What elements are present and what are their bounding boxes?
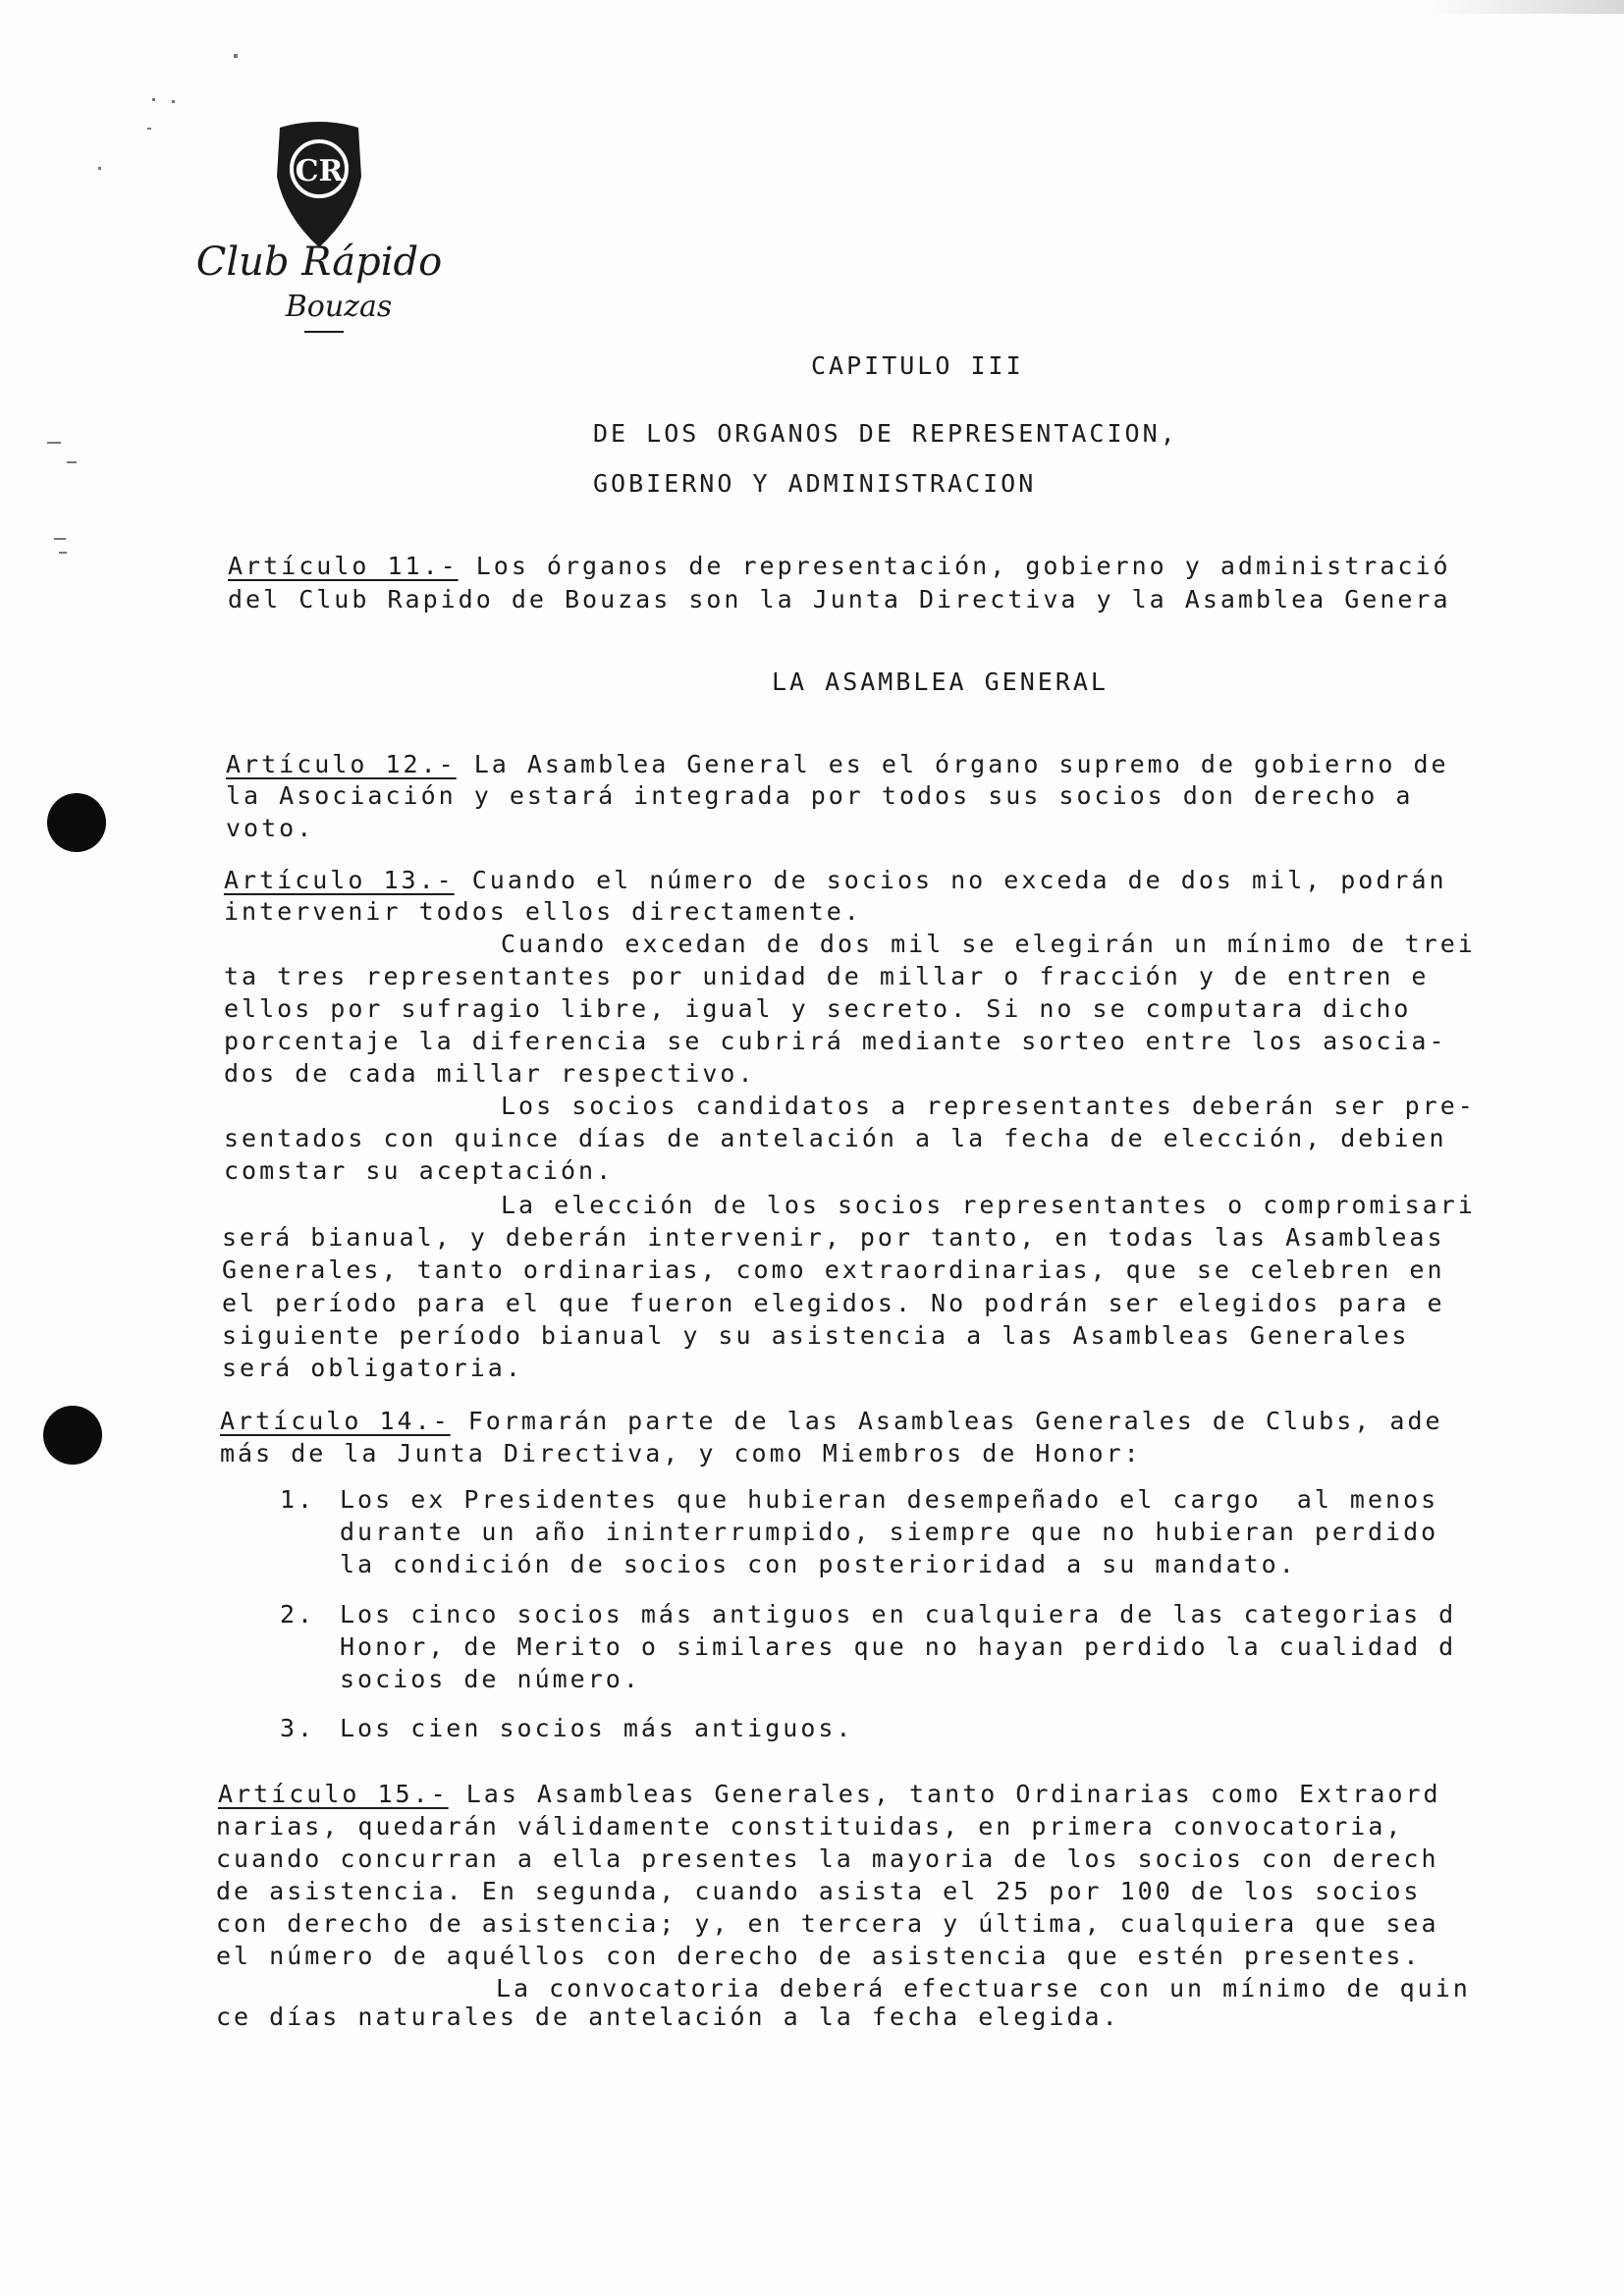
list-item-line: Los ex Presidentes que hubieran desempeñado el cargo al menos (340, 1485, 1439, 1514)
article-12-line: voto. (226, 814, 315, 842)
article-13-label: Artículo 13.- (224, 866, 455, 894)
scan-speck (172, 100, 175, 103)
list-item-line: Los cien socios más antiguos. (340, 1714, 854, 1742)
punch-hole (47, 793, 106, 852)
section-heading: LA ASAMBLEA GENERAL (772, 667, 1109, 696)
article-15-line: de asistencia. En segunda, cuando asista el 25 por 100 de los socios (216, 1877, 1422, 1905)
chapter-title-line: DE LOS ORGANOS DE REPRESENTACION, (593, 419, 1178, 448)
article-13-line: Generales, tanto ordinarias, como extraordinarias, que se celebren en (222, 1255, 1445, 1284)
scan-speck (98, 167, 101, 170)
article-13-line: La elección de los socios representantes o compromisari (501, 1191, 1476, 1219)
list-item-line: la condición de socios con posterioridad a su mandato. (340, 1550, 1297, 1578)
article-12-line: la Asociación y estará integrada por todos sus socios don derecho a (226, 781, 1414, 810)
club-crest-logo (196, 108, 452, 344)
article-15-line: ce días naturales de antelación a la fecha elegida. (216, 2002, 1120, 2031)
article-14-line: Artículo 14.- Formarán parte de las Asambleas Generales de Clubs, ade (220, 1407, 1443, 1435)
article-11-line: Artículo 11.- Los órganos de representación, gobierno y administració (228, 552, 1451, 580)
article-15-line: cuando concurran a ella presentes la mayoria de los socios con derech (216, 1844, 1439, 1873)
article-13-line: porcentaje la diferencia se cubrirá mediante sorteo entre los asocia- (224, 1027, 1447, 1055)
scan-speck (152, 98, 155, 101)
scan-speck (54, 538, 66, 540)
article-14-line: más de la Junta Directiva, y como Miembros de Honor: (220, 1439, 1142, 1468)
article-11-label: Artículo 11.- (228, 552, 459, 580)
club-town-script: Bouzas (285, 290, 393, 324)
article-13-line: intervenir todos ellos directamente. (224, 897, 862, 926)
chapter-title-line: GOBIERNO Y ADMINISTRACION (593, 469, 1037, 498)
article-15-line: narias, quedarán válidamente constituidas, en primera convocatoria, (216, 1812, 1404, 1841)
article-13-line: el período para el que fueron elegidos. No podrán ser elegidos para e (222, 1289, 1445, 1317)
chapter-number: CAPITULO III (811, 351, 1024, 380)
article-12-line: Artículo 12.- La Asamblea General es el órgano supremo de gobierno de (226, 750, 1449, 778)
article-15-label: Artículo 15.- (218, 1780, 449, 1808)
article-13-line: sentados con quince días de antelación a la fecha de elección, debien (224, 1124, 1447, 1152)
article-14-label: Artículo 14.- (220, 1407, 451, 1435)
article-13-line: ellos por sufragio libre, igual y secreto. Si no se computara dicho (224, 994, 1412, 1023)
article-13-line: Cuando excedan de dos mil se elegirán un mínimo de trei (501, 930, 1476, 958)
article-13-line: será obligatoria. (222, 1354, 523, 1382)
article-12-label: Artículo 12.- (226, 750, 457, 778)
article-13-line: será bianual, y deberán intervenir, por tanto, en todas las Asambleas (222, 1223, 1445, 1252)
list-item-number: 1. (280, 1485, 316, 1514)
scan-speck (47, 442, 61, 444)
scan-speck (59, 552, 67, 554)
article-13-line: Artículo 13.- Cuando el número de socios no exceda de dos mil, podrán (224, 866, 1447, 894)
article-13-line: ta tres representantes por unidad de millar o fracción y de entren e (224, 962, 1430, 990)
scan-speck (147, 128, 151, 130)
scan-speck (234, 54, 238, 58)
scan-edge-shadow (1428, 0, 1624, 14)
article-15-line: La convocatoria deberá efectuarse con un mínimo de quin (496, 1974, 1471, 2002)
article-15-line: con derecho de asistencia; y, en tercera y última, cualquiera que sea (216, 1909, 1439, 1938)
article-13-line: dos de cada millar respectivo. (224, 1059, 756, 1088)
article-13-line: comstar su aceptación. (224, 1156, 615, 1185)
article-15-line: Artículo 15.- Las Asambleas Generales, tanto Ordinarias como Extraord (218, 1780, 1441, 1808)
list-item-line: Honor, de Merito o similares que no hayan perdido la cualidad d (340, 1632, 1457, 1661)
article-15-line: el número de aquéllos con derecho de asistencia que estén presentes. (216, 1942, 1422, 1970)
list-item-number: 3. (280, 1714, 316, 1742)
scan-speck (67, 461, 77, 463)
article-13-line: siguiente período bianual y su asistencia a las Asambleas Generales (222, 1321, 1410, 1350)
crest-initials: CR (295, 154, 344, 188)
club-name-script: Club Rápido (196, 240, 443, 285)
punch-hole (43, 1406, 102, 1465)
list-item-line: durante un año ininterrumpido, siempre que no hubieran perdido (340, 1518, 1439, 1546)
list-item-line: Los cinco socios más antiguos en cualquiera de las categorias d (340, 1600, 1457, 1629)
list-item-line: socios de número. (340, 1665, 641, 1693)
article-13-line: Los socios candidatos a representantes deberán ser pre- (501, 1092, 1476, 1120)
article-11-line: del Club Rapido de Bouzas son la Junta Directiva y la Asamblea Genera (228, 585, 1451, 614)
list-item-number: 2. (280, 1600, 316, 1629)
